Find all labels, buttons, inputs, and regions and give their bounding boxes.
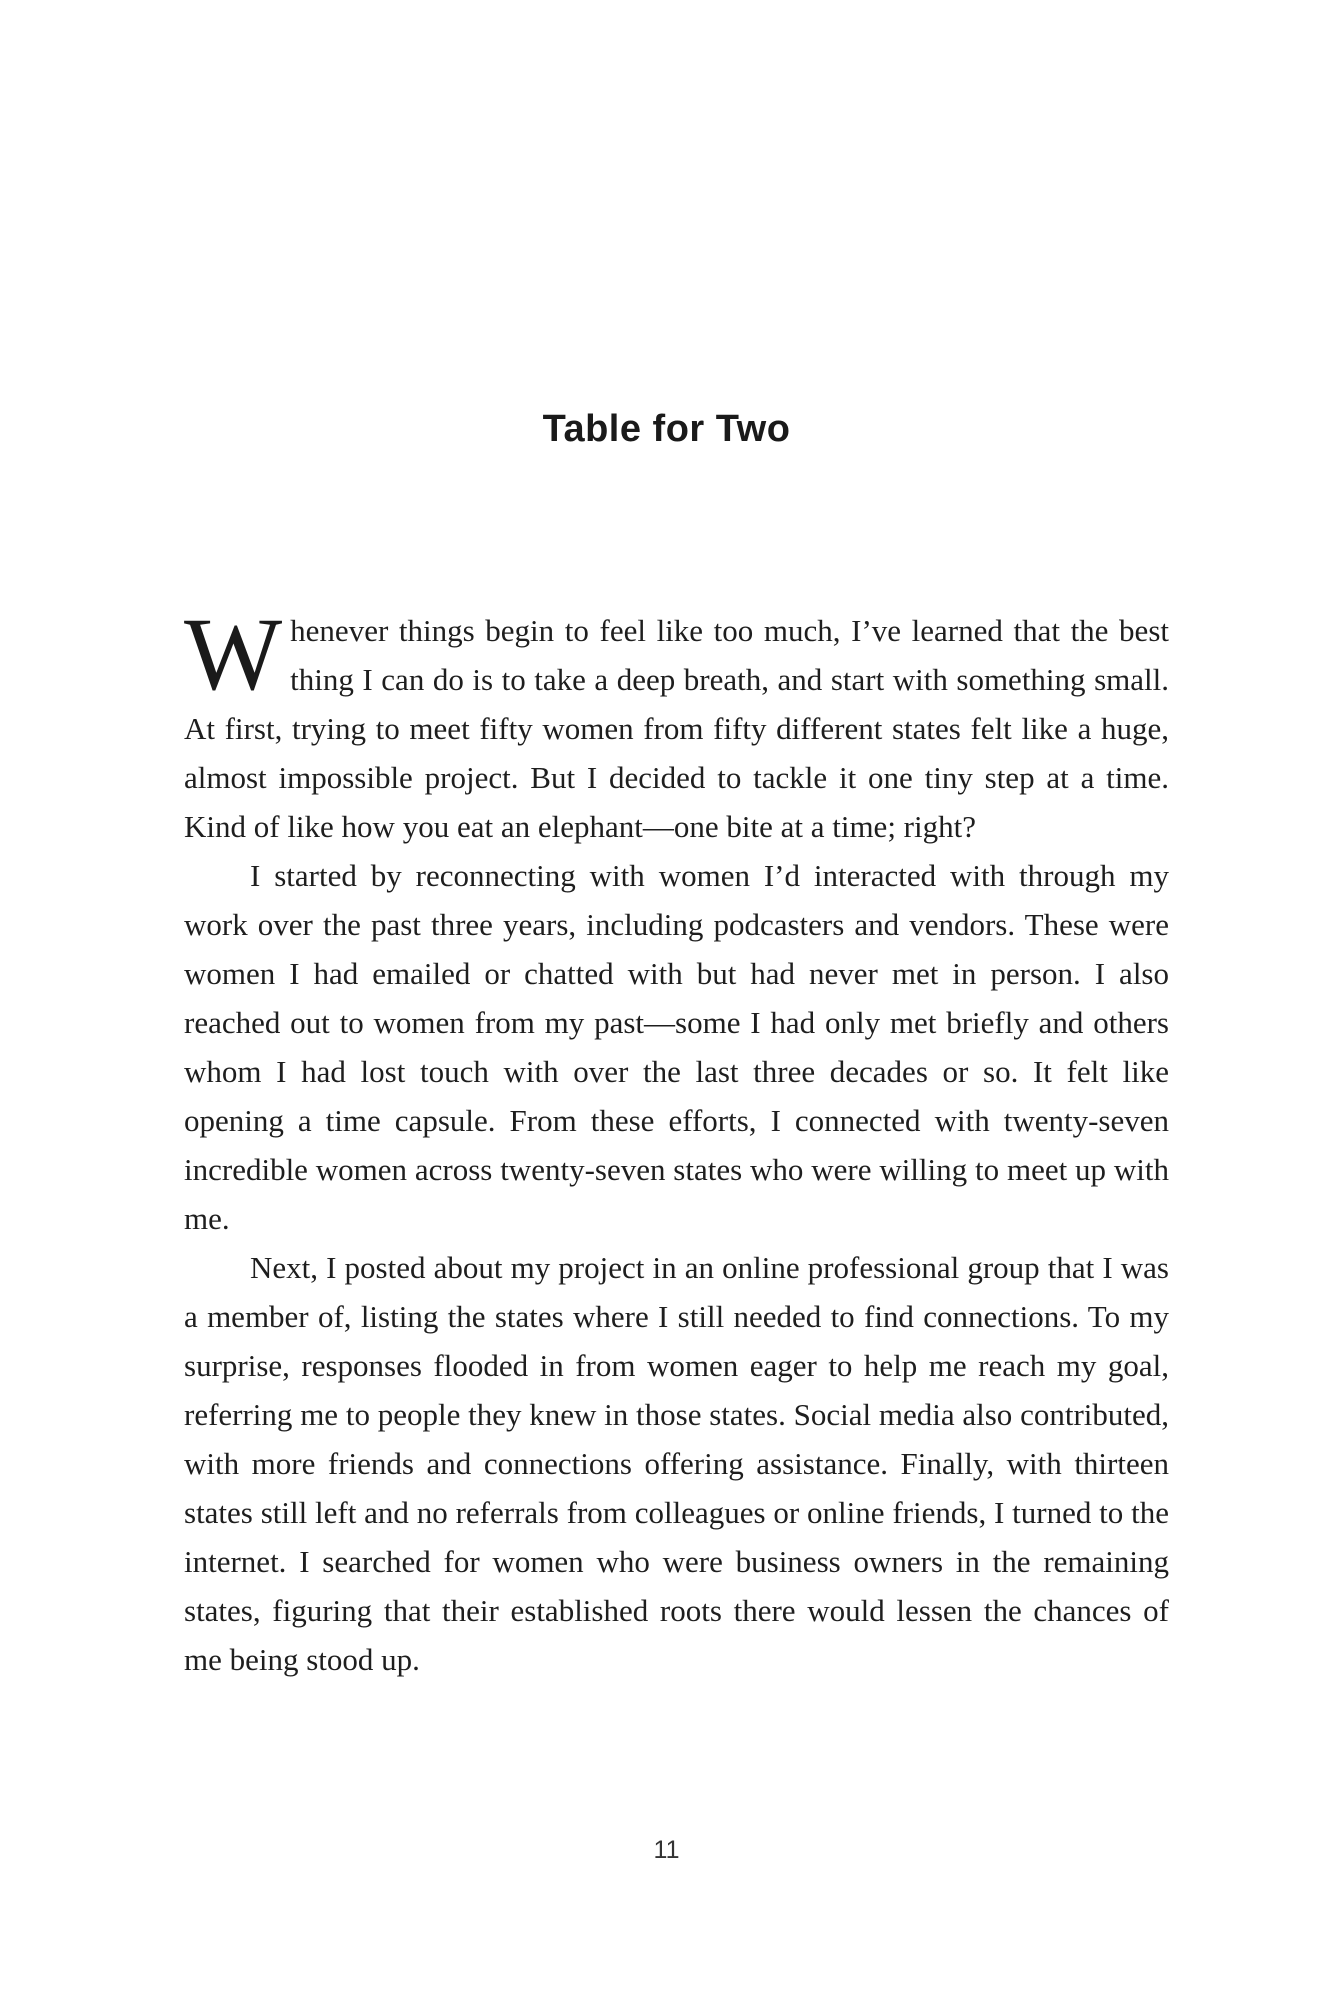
drop-cap-letter: W (184, 597, 283, 712)
chapter-title: Table for Two (542, 408, 791, 450)
paragraph-2: I started by reconnecting with women I’d interacted with through my work over the past three years, including podcasters and vendors. These were women I had emailed or chatted with but had never met in person. I also reached out to women from my past—some I had only met briefly and others whom I had lost touch with over the last three decades or so. It felt like opening a time capsule. From these efforts, I connected with twenty-seven incredible women across twenty-seven states who were willing to meet up with me. (184, 858, 1169, 1236)
paragraph-1-text: henever things begin to feel like too much, I’ve learned that the best thing I can do is to take a deep breath, and start with something small. At first, trying to meet fifty women from fifty different states felt like a huge, almost impossible project. But I decided to tackle it one tiny step at a time. Kind of like how you eat an elephant—one bite at a time; right? (184, 613, 1169, 844)
page-number: 11 (653, 1836, 680, 1864)
chapter-body (184, 597, 1169, 1684)
paragraph-3: Next, I posted about my project in an online professional group that I was a member of, listing the states where I still needed to find connections. To my surprise, responses flooded in from women eager to help me reach my goal, referring me to people they knew in those states. Social media also contributed, with more friends and connections offering assistance. Finally, with thirteen states still left and no referrals from colleagues or online friends, I turned to the internet. I searched for women who were business owners in the remaining states, figuring that their established roots there would lessen the chances of me being stood up. (184, 1250, 1169, 1677)
paragraph-1 (184, 597, 1169, 851)
